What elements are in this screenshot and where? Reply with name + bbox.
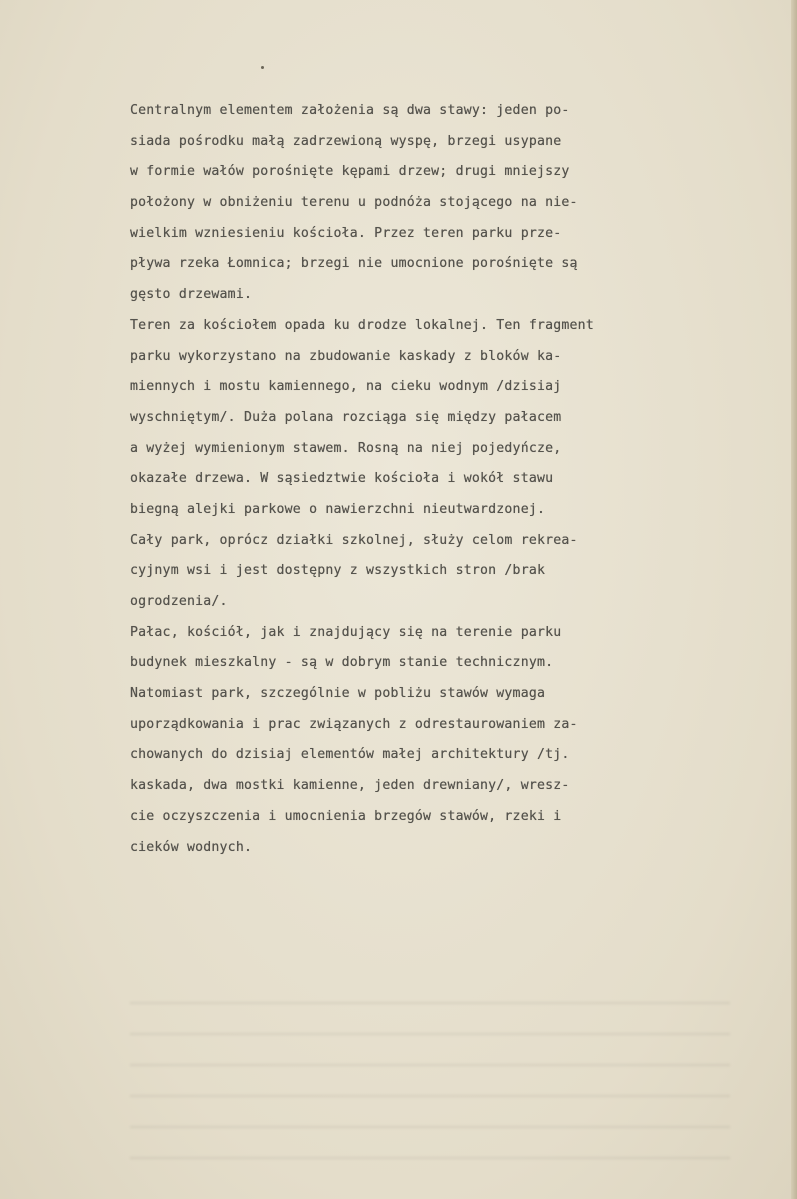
text-line: okazałe drzewa. W sąsiedztwie kościoła i wokół stawu	[130, 471, 554, 487]
text-line: Teren za kościołem opada ku drodze lokalnej. Ten fragment	[130, 317, 594, 333]
text-line: gęsto drzewami.	[130, 287, 253, 303]
bleed-through-text	[130, 980, 730, 1160]
text-line: budynek mieszkalny - są w dobrym stanie technicznym.	[130, 655, 554, 671]
page-edge	[791, 0, 797, 1199]
text-line: Centralnym elementem założenia są dwa stawy: jeden po-	[130, 103, 570, 118]
text-line: kaskada, dwa mostki kamienne, jeden drewniany/, wresz-	[130, 778, 570, 794]
text-line: Pałac, kościół, jak i znajdujący się na terenie parku	[130, 624, 562, 640]
text-line: cyjnym wsi i jest dostępny z wszystkich stron /brak	[130, 563, 546, 579]
text-line: w formie wałów porośnięte kępami drzew; drugi mniejszy	[130, 164, 570, 180]
text-line: cie oczyszczenia i umocnienia brzegów stawów, rzeki i	[130, 808, 562, 824]
text-line: pływa rzeka Łomnica; brzegi nie umocnione porośnięte są	[130, 256, 578, 272]
text-line: parku wykorzystano na zbudowanie kaskady z bloków ka-	[130, 348, 562, 364]
text-line: cieków wodnych.	[130, 839, 253, 855]
ink-speck	[261, 66, 264, 69]
text-line: uporządkowania i prac związanych z odrestaurowaniem za-	[130, 716, 578, 732]
text-line: biegną alejki parkowe o nawierzchni nieutwardzonej.	[130, 501, 546, 517]
text-line: siada pośrodku małą zadrzewioną wyspę, brzegi usypane	[130, 133, 562, 149]
text-line: ogrodzenia/.	[130, 594, 228, 609]
text-line: położony w obniżeniu terenu u podnóża stojącego na nie-	[130, 195, 578, 211]
text-line: Natomiast park, szczególnie w pobliżu stawów wymaga	[130, 686, 546, 702]
text-line: wyschniętym/. Duża polana rozciąga się między pałacem	[130, 409, 562, 425]
typed-text-block	[130, 96, 740, 863]
text-line: wielkim wzniesieniu kościoła. Przez teren parku prze-	[130, 225, 562, 241]
text-line: miennych i mostu kamiennego, na cieku wodnym /dzisiaj	[130, 379, 562, 395]
text-line: a wyżej wymienionym stawem. Rosną na niej pojedyńcze,	[130, 440, 562, 456]
text-line: chowanych do dzisiaj elementów małej architektury /tj.	[130, 747, 570, 763]
text-line: Cały park, oprócz działki szkolnej, służy celom rekrea-	[130, 532, 578, 548]
